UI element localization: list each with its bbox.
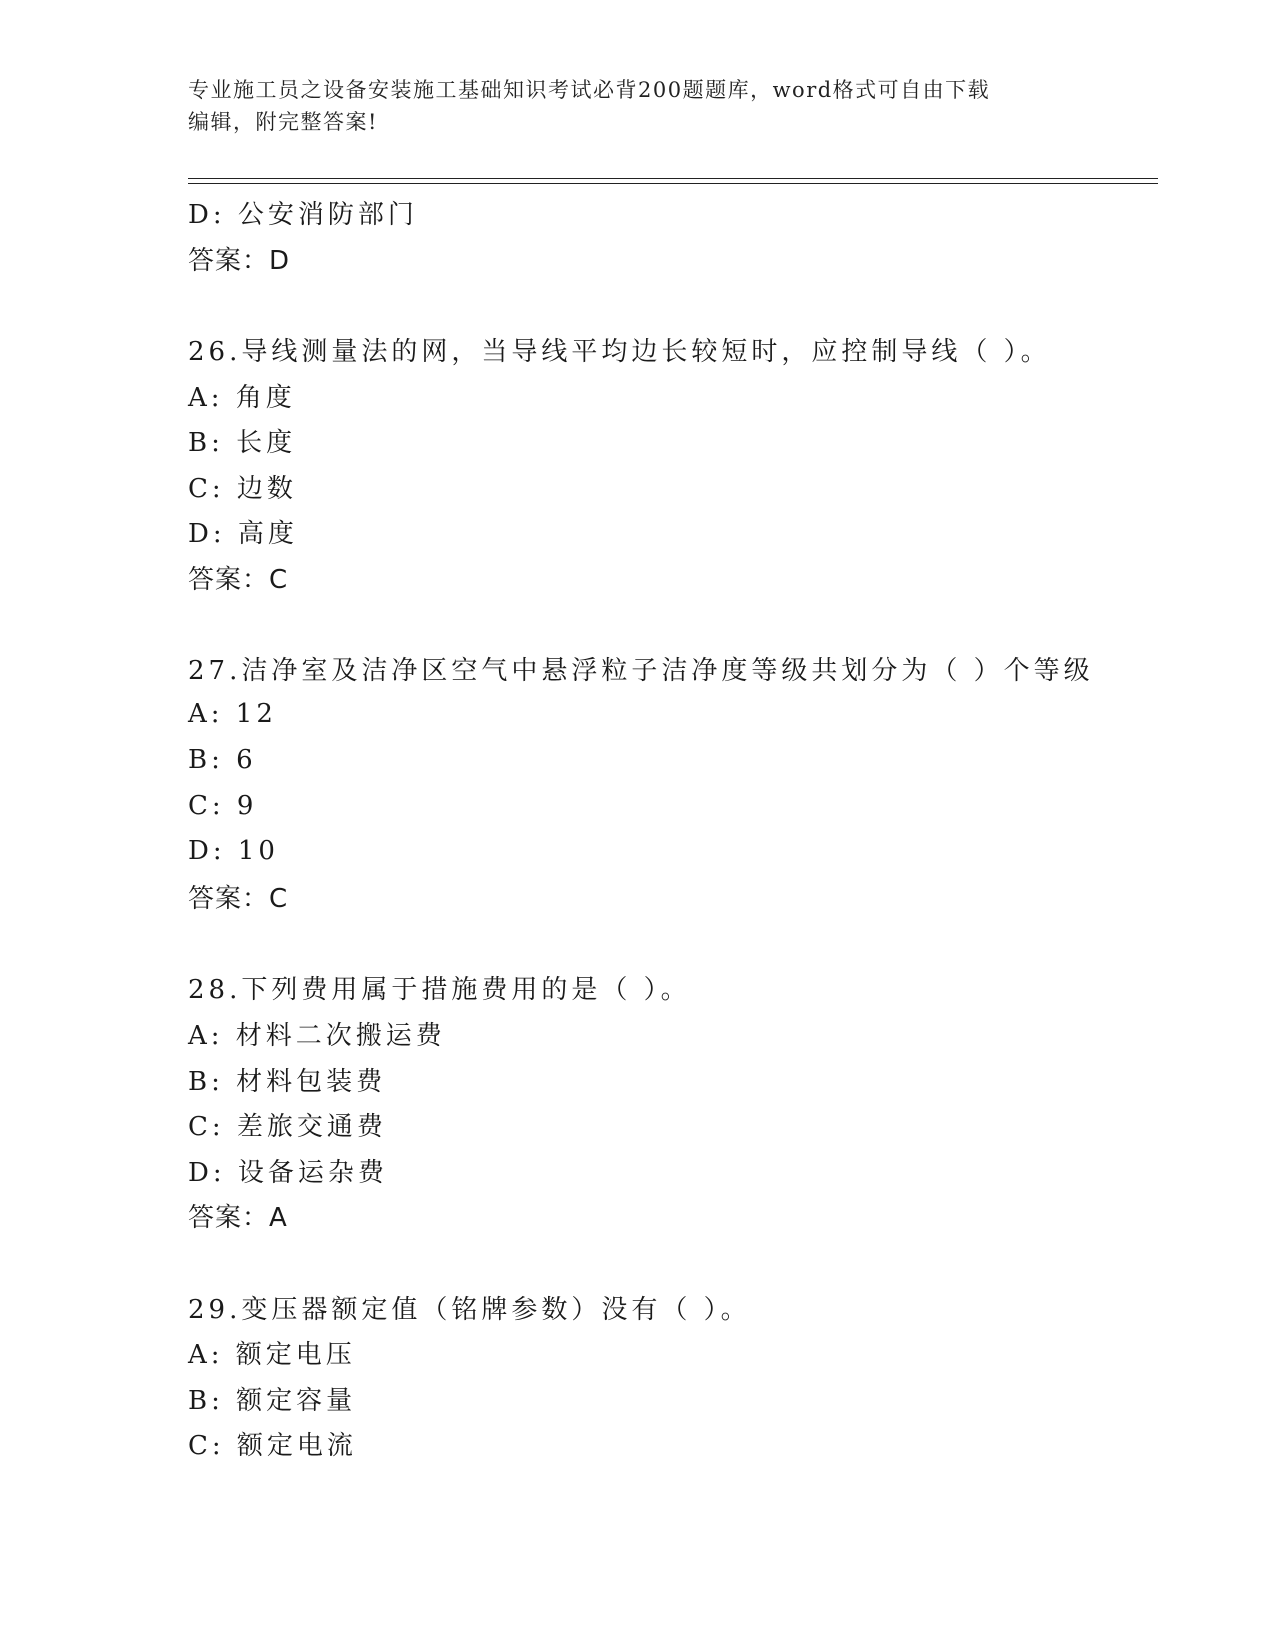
option-d: D: 公安消防部门 bbox=[188, 200, 418, 231]
option-b: B: 长度 bbox=[188, 428, 297, 459]
question-text: 26.导线测量法的网，当导线平均边长较短时，应控制导线（ ）。 bbox=[188, 337, 1051, 368]
header-rule-bottom bbox=[188, 183, 1158, 184]
option-b: B: 6 bbox=[188, 744, 257, 775]
option-d: D: 设备运杂费 bbox=[188, 1157, 388, 1188]
answer-line: 答案：A bbox=[188, 1203, 288, 1234]
option-b: B: 材料包装费 bbox=[188, 1066, 387, 1097]
spacer bbox=[188, 600, 1188, 646]
option-a: A: 角度 bbox=[188, 382, 296, 413]
option-c: C: 9 bbox=[188, 790, 258, 821]
document-header bbox=[188, 74, 1088, 138]
question-text: 28.下列费用属于措施费用的是（ ）。 bbox=[188, 975, 691, 1006]
option-b: B: 额定容量 bbox=[188, 1385, 357, 1416]
answer-line: 答案：C bbox=[188, 565, 289, 596]
option-a: A: 12 bbox=[188, 699, 277, 730]
question-list bbox=[188, 190, 1188, 1467]
option-c: C: 额定电流 bbox=[188, 1431, 357, 1462]
header-rule-top bbox=[188, 178, 1158, 179]
option-a: A: 额定电压 bbox=[188, 1340, 356, 1371]
answer-line: 答案：D bbox=[188, 245, 291, 276]
spacer bbox=[188, 920, 1188, 966]
spacer bbox=[188, 1239, 1188, 1285]
option-c: C: 边数 bbox=[188, 473, 297, 504]
header-title-line2: 编辑，附完整答案! bbox=[188, 110, 378, 134]
question-text: 27.洁净室及洁净区空气中悬浮粒子洁净度等级共划分为（ ）个等级 bbox=[188, 656, 1094, 687]
option-d: D: 10 bbox=[188, 836, 279, 867]
option-a: A: 材料二次搬运费 bbox=[188, 1020, 446, 1051]
spacer bbox=[188, 281, 1188, 327]
option-d: D: 高度 bbox=[188, 519, 298, 550]
answer-line: 答案：C bbox=[188, 884, 289, 915]
header-title-line1: 专业施工员之设备安装施工基础知识考试必背200题题库，word格式可自由下载 bbox=[188, 78, 991, 102]
option-c: C: 差旅交通费 bbox=[188, 1112, 387, 1143]
question-text: 29.变压器额定值（铭牌参数）没有（ ）。 bbox=[188, 1294, 751, 1325]
